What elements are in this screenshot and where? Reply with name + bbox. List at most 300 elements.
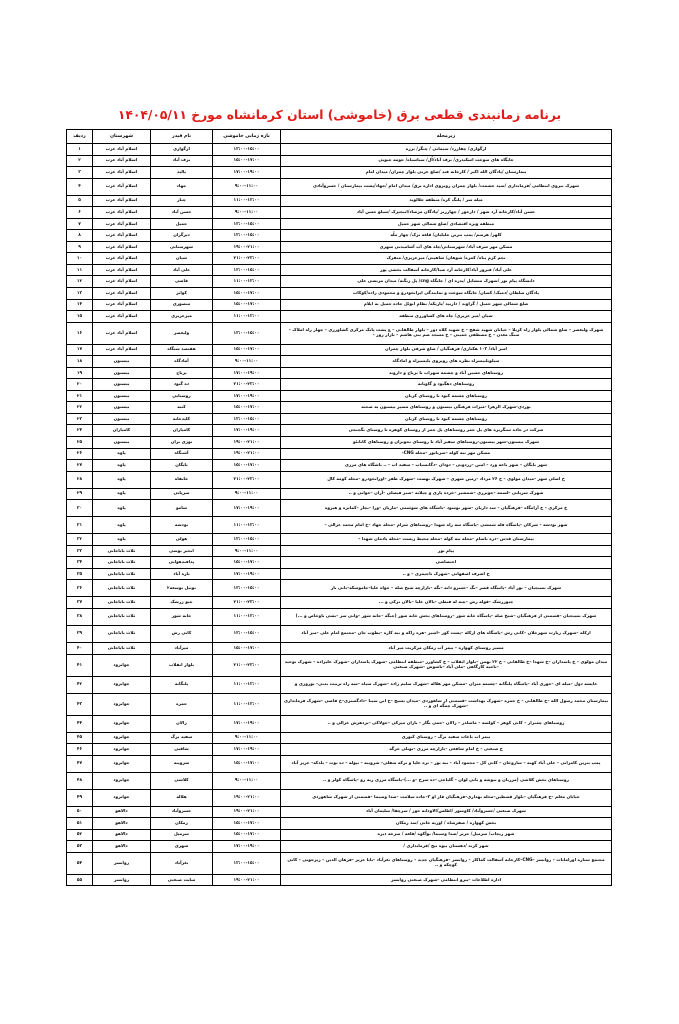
cell-subregion: میله سر / پلنگ کره/ منطقه جلالوند — [281, 195, 612, 207]
cell-row-number: ۲۵ — [67, 437, 93, 449]
cell-subregion: شهر نودشه – شرکان –پاسگاه قله شمشی –پاسگاه سه راه شهدا –روستاهای شرام –محله جهاد –خ امام محمد غزالی – — [281, 517, 612, 534]
cell-city: دالاهو — [93, 818, 151, 830]
table-row — [67, 829, 612, 841]
cell-city: اسلام آباد غرب — [93, 230, 151, 242]
cell-city: جوانرود — [93, 744, 151, 756]
cell-feeder-name: کانی رش — [151, 625, 213, 642]
cell-row-number: ۴۹ — [67, 789, 93, 806]
cell-subregion: خ اشرف اصفهانی –شهرک تاجیمری – و .. — [281, 568, 612, 580]
cell-city: بیستون — [93, 356, 151, 368]
cell-city: اسلام آباد غرب — [93, 299, 151, 311]
cell-city: اسلام آباد غرب — [93, 155, 151, 167]
cell-outage-time: ۱۵:۰۰-۱۷:۰۰ — [213, 460, 281, 472]
cell-feeder-name: خانه شور — [151, 608, 213, 625]
cell-row-number: ۵۰ — [67, 806, 93, 818]
cell-feeder-name: تازه آباد — [151, 568, 213, 580]
cell-row-number: ۸ — [67, 230, 93, 242]
cell-city: پاوه — [93, 488, 151, 500]
cell-subregion: مسکن مهر شرف آباد/ شهرستانی/چاه های آب آشامیدنی شهری — [281, 241, 612, 253]
cell-row-number: ۲۸ — [67, 471, 93, 488]
cell-city: اسلام آباد غرب — [93, 207, 151, 219]
cell-row-number: ۵۱ — [67, 818, 93, 830]
cell-feeder-name: میرعزیزی — [151, 311, 213, 323]
cell-city: اسلام آباد غرب — [93, 288, 151, 300]
cell-outage-time: ۱۱:۰۰-۱۳:۰۰ — [213, 517, 281, 534]
cell-row-number: ۲۳ — [67, 413, 93, 425]
cell-feeder-name: کامیاران — [151, 425, 213, 437]
cell-subregion: امیر آباد/ ۱۰۳ هکتاری/ فرهنگیان / ضلع شرقی بلوار چمران — [281, 344, 612, 356]
cell-outage-time: ۱۹:۰۰-۲۱:۰۰ — [213, 448, 281, 460]
cell-subregion: شهرک بیستون-شهر بیستون-روستاهای سفیر آباد تا روستای نجونران و روستاهای کانانئو — [281, 437, 612, 449]
cell-city: جوانرود — [93, 732, 151, 744]
table-row — [67, 195, 612, 207]
cell-row-number: ۳۸ — [67, 608, 93, 625]
cell-subregion: منطقه ویژه اقتصادی /ضلع شمالی شهر حمیل — [281, 218, 612, 230]
cell-subregion: روستاهای چمنزار – کانی کوهر – کولسه – ماسلدر – زالان –جمی نگار – بازان میرکی –خولاکی –بردهرش غزالی و .. — [281, 715, 612, 732]
cell-row-number: ۴۴ — [67, 715, 93, 732]
cell-feeder-name: حسن آباد — [151, 207, 213, 219]
cell-outage-time: ۱۹:۰۰-۲۱:۰۰ — [213, 874, 281, 886]
cell-outage-time: ۱۹:۰۰-۲۱:۰۰ — [213, 241, 281, 253]
cell-outage-time: ۱۳:۰۰-۱۵:۰۰ — [213, 534, 281, 546]
cell-subregion: کلهر/ هرسم/ پمپ بنزین جلیلیان/ قلعه ترک/ چهار ملّه — [281, 230, 612, 242]
cell-outage-time: ۱۱:۰۰-۱۳:۰۰ — [213, 676, 281, 693]
table-row — [67, 460, 612, 472]
table-row — [67, 568, 612, 580]
table-row — [67, 841, 612, 853]
cell-subregion: روستاهای دهگبود و گاوبانه — [281, 379, 612, 391]
cell-feeder-name: انجیر بوسی — [151, 545, 213, 557]
cell-city: بیستون — [93, 437, 151, 449]
table-row — [67, 715, 612, 732]
cell-feeder-name: بایگان — [151, 460, 213, 472]
cell-outage-time: ۱۹:۰۰-۲۱:۰۰ — [213, 806, 281, 818]
table-row — [67, 207, 612, 219]
cell-subregion: شهرک ولیعصر – ضلع شمالی بلوار راه کربلا – خیابان شهید شفج – خ شهید کلاه دوز – بلوار طالقانی – ع پشت بانک مرکزی کشاورزی – چهار راه املاک – سنگ معدن – خ مصطفی خمینی – خ مسجد ضم بنی هاشم – بازار روز – — [281, 322, 612, 344]
cell-subregion: بیمارستان قدس –دره باسام –محله نبه کوله –محله محیط زیست –محله یادمان شهدا – — [281, 534, 612, 546]
table-row — [67, 425, 612, 437]
cell-row-number: ۹ — [67, 241, 93, 253]
cell-row-number: ۲ — [67, 155, 93, 167]
cell-row-number: ۴۸ — [67, 772, 93, 789]
cell-row-number: ۴۱ — [67, 654, 93, 676]
table-row — [67, 276, 612, 288]
table-body — [67, 144, 612, 886]
cell-subregion: میدان مولوی – خ پاسداران –خ شهدا –خ طالقانی – خ ۲۲ بهمن –بلوار انقلاب – خ کشاورز –منطقه انتظامی –شهرک پاسداران –شهرک علیزاده – شهرک توحید –ناحیه کارگاهی –ملی آباد –باشوش –شهرک صنعتی — [281, 654, 612, 676]
cell-outage-time: ۱۱:۰۰-۱۳:۰۰ — [213, 276, 281, 288]
cell-feeder-name: بلوار انقلاب — [151, 654, 213, 676]
cell-subregion: ازکله –شهرک زیارت شهرخلان –کانی رش –پاسگاه های ازکله –پشت کور –اسیر –هره زاکه و نبه کاره –بطوب جان –مجتمع امام علی –میر آباد — [281, 625, 612, 642]
cell-city: اسلام آباد غرب — [93, 241, 151, 253]
cell-feeder-name: بغرآباد — [151, 852, 213, 874]
cell-outage-time: ۱۵:۰۰-۱۷:۰۰ — [213, 299, 281, 311]
cell-subregion: مسیر روستای کهواره – بیمز آب زمکان مرکزیت میر آباد — [281, 642, 612, 654]
cell-city: جوانرود — [93, 715, 151, 732]
cell-row-number: ۶ — [67, 207, 93, 219]
cell-subregion: شیان /میر عزیزی/ چاه های کشاورزی منطقه — [281, 311, 612, 323]
cell-subregion: نجم کرم پناه/ کمره/ شوهان/ شاهینی/ میرعزیزی/ متفرک — [281, 253, 612, 265]
cell-city: اسلام آباد غرب — [93, 195, 151, 207]
cell-outage-time: ۱۳:۰۰-۱۵:۰۰ — [213, 230, 281, 242]
schedule-table-container — [67, 129, 612, 886]
cell-outage-time: ۱۵:۰۰-۱۷:۰۰ — [213, 288, 281, 300]
cell-feeder-name: شاقبی — [151, 744, 213, 756]
cell-city: ثلاث باباجانی — [93, 597, 151, 609]
cell-feeder-name: خانقاه — [151, 471, 213, 488]
outage-schedule-table — [66, 129, 612, 886]
cell-row-number: ۴۶ — [67, 744, 93, 756]
table-row — [67, 580, 612, 597]
cell-feeder-name: ولیعصر — [151, 322, 213, 344]
cell-subregion: روستاهای چشمه کبود تا روستای کربان — [281, 413, 612, 425]
cell-outage-time: ۱۳:۰۰-۱۵:۰۰ — [213, 218, 281, 230]
cell-feeder-name: پدافندهوایی — [151, 557, 213, 569]
cell-row-number: ۱۱ — [67, 264, 93, 276]
cell-feeder-name: خسروآباد — [151, 806, 213, 818]
cell-city: پاوه — [93, 534, 151, 546]
cell-feeder-name: شیان — [151, 253, 213, 265]
table-row — [67, 178, 612, 195]
cell-outage-time: ۱۷:۰۰-۱۹:۰۰ — [213, 744, 281, 756]
cell-feeder-name: سرپانی — [151, 488, 213, 500]
cell-outage-time: ۱۹:۰۰-۲۱:۰۰ — [213, 437, 281, 449]
cell-row-number: ۱۰ — [67, 253, 93, 265]
cell-subregion: علی آباد/ فیروز آباد/کارخانه آرد صبا/کارخانه آسفالت بخشی پور — [281, 264, 612, 276]
cell-row-number: ۲۲ — [67, 402, 93, 414]
cell-row-number: ۴۷ — [67, 755, 93, 772]
cell-row-number: ۵۵ — [67, 874, 93, 886]
table-row — [67, 517, 612, 534]
cell-city: بیستون — [93, 379, 151, 391]
cell-feeder-name: سرمیل — [151, 829, 213, 841]
cell-feeder-name: هولی — [151, 534, 213, 546]
cell-outage-time: ۱۵:۰۰-۱۷:۰۰ — [213, 642, 281, 654]
table-row — [67, 379, 612, 391]
cell-city: دالاهو — [93, 829, 151, 841]
table-row — [67, 367, 612, 379]
cell-subregion: بیمارستان /پادگان الله اکبر / کارخانه قند /ضلع غربی بلوار چمران/ میدان امام — [281, 167, 612, 179]
cell-subregion: شهرک صنعتی /خسروآباد/ کاوسور /اطلس/الاودانه خور / سرچقا/ سلیمان آباد — [281, 806, 612, 818]
cell-outage-time: ۱۵:۰۰-۱۷:۰۰ — [213, 155, 281, 167]
column-header-radif: ردیف — [67, 130, 93, 144]
table-row — [67, 852, 612, 874]
cell-feeder-name: نوژی نران — [151, 437, 213, 449]
cell-row-number: ۳۷ — [67, 597, 93, 609]
cell-outage-time: ۲۱:۰۰-۲۳:۰۰ — [213, 654, 281, 676]
cell-outage-time: ۱۵:۰۰-۱۷:۰۰ — [213, 755, 281, 772]
table-row — [67, 167, 612, 179]
cell-subregion: شهر کرند /دهستان بیوه نیج /فرمانداری / — [281, 841, 612, 853]
cell-row-number: ۴ — [67, 178, 93, 195]
cell-subregion: خ اصلی شهر –میدان مولوی – خ ۲۶ مرداد –زمین شهری – شهرک نهضت –شهرک ظفر –اورانخودرو –محله کومه کال — [281, 471, 612, 488]
cell-subregion: دانشگاه پیام نور /شهرک متشابل /پدره ای / جایگاه cng/ پل زنگنه/ میدان مرتضی علی — [281, 276, 612, 288]
cell-subregion: مجتمع ستاره اورامانات – روانسر –CNG–کارخانه آسفالت کماکار – روانسر –فرهنگیان جدید – روستاهای بغرآباد –بابا عزیز –فرهان الدین – زیرجوبی – کانی کوچکه و .. — [281, 852, 612, 874]
table-row — [67, 608, 612, 625]
table-row — [67, 557, 612, 569]
cell-outage-time: ۱۳:۰۰-۱۵:۰۰ — [213, 852, 281, 874]
cell-row-number: ۳ — [67, 167, 93, 179]
cell-subregion: پادگان سلطان /دمبک/ کسان/ جایگاه سوخت و نمایندگی ایرانخودرو و محمودی زاده/کوکاب — [281, 288, 612, 300]
table-row — [67, 144, 612, 156]
cell-city: پاوه — [93, 471, 151, 488]
table-row — [67, 230, 612, 242]
cell-row-number: ۴۰ — [67, 642, 93, 654]
cell-subregion: بیمارستان محمد رسول الله –خ طالقانی – خ حمزه –شهرک بهداشت –قسمتی از شاهوردی –میدان بسیج –خ ابن سینا –دادگستری–خ قاضی –شهرک فرمانداری –شهرک چمگه ای و .. — [281, 693, 612, 715]
table-row — [67, 264, 612, 276]
cell-row-number: ۲۴ — [67, 425, 93, 437]
cell-subregion: شهر بایگان – شهر باغه ورد – امین –زردویی – دودان –دگانسیاب – سفید اب – .. باشگاه های مرزی — [281, 460, 612, 472]
cell-subregion: اختصاصی — [281, 557, 612, 569]
cell-outage-time: ۹:۰۰-۱۱:۰۰ — [213, 207, 281, 219]
table-row — [67, 241, 612, 253]
cell-city: ثلاث باباجانی — [93, 545, 151, 557]
cell-city: پاوه — [93, 448, 151, 460]
cell-feeder-name: جبو زرشک — [151, 597, 213, 609]
cell-feeder-name: جهاد — [151, 178, 213, 195]
cell-feeder-name: زالان — [151, 715, 213, 732]
cell-outage-time: ۱۹:۰۰-۲۱:۰۰ — [213, 789, 281, 806]
cell-city: جوانرود — [93, 789, 151, 806]
cell-subregion: شهرک سرپانی –لسمه –جوبرزی –شمشیر –خرده یاری و چیلانه –صبر فیصلی –آران –خوانی و .. — [281, 488, 612, 500]
cell-outage-time: ۲۱:۰۰-۲۳:۰۰ — [213, 253, 281, 265]
cell-feeder-name: توتیل توسعه۲ — [151, 580, 213, 597]
table-row — [67, 545, 612, 557]
cell-outage-time: ۱۱:۰۰-۱۳:۰۰ — [213, 608, 281, 625]
cell-city: ثلاث باباجانی — [93, 625, 151, 642]
table-row — [67, 789, 612, 806]
cell-subregion: روستاهای حسین آباد و چشمه سهراب تا برناج و داروند — [281, 367, 612, 379]
column-header-feeder: نام فیدر — [151, 130, 213, 144]
cell-outage-time: ۱۵:۰۰-۱۷:۰۰ — [213, 557, 281, 569]
cell-row-number: ۳۹ — [67, 625, 93, 642]
cell-feeder-name: برف آباد — [151, 155, 213, 167]
table-row — [67, 390, 612, 402]
table-row — [67, 693, 612, 715]
cell-subregion: شرکت در جاده سنگریزه های پل جمر روستاهای پل جمر از روستای کوهره تا روستای بگجنجی — [281, 425, 612, 437]
cell-subregion: خ صنعتی – خ امام شافعی –بازارچه مرزی –تونلی خرگه — [281, 744, 612, 756]
cell-row-number: ۲۰ — [67, 379, 93, 391]
cell-city: جوانرود — [93, 693, 151, 715]
table-row — [67, 676, 612, 693]
cell-outage-time: ۱۵:۰۰-۱۷:۰۰ — [213, 829, 281, 841]
cell-feeder-name: دیزگران — [151, 230, 213, 242]
title-container — [0, 0, 679, 129]
cell-feeder-name: آشنگاه — [151, 448, 213, 460]
cell-row-number: ۲۱ — [67, 390, 93, 402]
cell-subregion: نوردی-شهرک الزهرا -میراث فرهنگی بیستون و روستاهای مسیر بیستون به صحنه — [281, 402, 612, 414]
cell-row-number: ۲۷ — [67, 460, 93, 472]
cell-feeder-name: شروینه — [151, 755, 213, 772]
cell-outage-time: ۱۵:۰۰-۱۷:۰۰ — [213, 344, 281, 356]
table-row — [67, 471, 612, 488]
cell-feeder-name: روستایی — [151, 390, 213, 402]
cell-row-number: ۳۲ — [67, 534, 93, 546]
cell-outage-time: ۱۵:۰۰-۱۷:۰۰ — [213, 402, 281, 414]
column-header-subregion: زیرمحله — [281, 130, 612, 144]
cell-subregion: جبوزرشک –قوله رش –چنه له فنطی –بالان علیا –بالان ترکی و ... — [281, 597, 612, 609]
cell-subregion: خ مرکزی – خ آرامگاه –فرهنگیان – سد داریان –شهر نوسود –باشگاه های شوشمی –ماریان –ورا –نجار –کماتره و هیروه — [281, 500, 612, 517]
cell-feeder-name: حمزه — [151, 693, 213, 715]
cell-outage-time: ۹:۰۰-۱۱:۰۰ — [213, 545, 281, 557]
cell-feeder-name: برناج — [151, 367, 213, 379]
cell-feeder-name: هفتصد ستگاه — [151, 344, 213, 356]
cell-outage-time: ۱۷:۰۰-۱۹:۰۰ — [213, 715, 281, 732]
cell-subregion: پمپ بنزین کامرانی – علی آباد کهنه – ساروخان – کانی کل – محمود آباد – نبه بور – تره علیا و ترکه سفلی– شروینه – نیوله – ده توت – بلدکه– عزیز آباد — [281, 755, 612, 772]
cell-feeder-name: زمکان — [151, 818, 213, 830]
cell-row-number: ۵۲ — [67, 829, 93, 841]
cell-feeder-name: کوانر — [151, 288, 213, 300]
cell-city: دالاهو — [93, 841, 151, 853]
cell-subregion: شهرک بسیجیان – نور آباد –پاسگاه قصر –نگ –خسرو دانه –نگه –بازارچه شیخ صله – خواه علیا–جاموسکه–بانی نار — [281, 580, 612, 597]
cell-feeder-name: قاضی — [151, 276, 213, 288]
cell-outage-time: ۹:۰۰-۱۱:۰۰ — [213, 488, 281, 500]
cell-row-number: ۳۰ — [67, 500, 93, 517]
cell-subregion: بیمز اب باغات سفید برگ – روستای کبوری — [281, 732, 612, 744]
cell-row-number: ۱۶ — [67, 322, 93, 344]
cell-subregion: شهر ریجاب/ سرمیل/ حریر /صدا وسیما/ بوآکوه /قلعه / سرخه دیزه — [281, 829, 612, 841]
cell-city: ثلاث باباجانی — [93, 557, 151, 569]
table-row — [67, 253, 612, 265]
cell-city: کامیاران — [93, 425, 151, 437]
cell-feeder-name: نودشه — [151, 517, 213, 534]
cell-row-number: ۲۶ — [67, 448, 93, 460]
cell-outage-time: ۱۵:۰۰-۱۷:۰۰ — [213, 818, 281, 830]
cell-outage-time: ۱۳:۰۰-۱۵:۰۰ — [213, 322, 281, 344]
cell-outage-time: ۱۱:۰۰-۱۳:۰۰ — [213, 311, 281, 323]
cell-outage-time: ۱۷:۰۰-۱۹:۰۰ — [213, 390, 281, 402]
cell-city: ثلاث باباجانی — [93, 608, 151, 625]
cell-city: اسلام آباد غرب — [93, 322, 151, 344]
cell-city: اسلام آباد غرب — [93, 144, 151, 156]
cell-city: پاوه — [93, 517, 151, 534]
cell-outage-time: ۱۷:۰۰-۱۹:۰۰ — [213, 425, 281, 437]
cell-subregion: حسن آباد/کارخانه آرد شهر / دارخور / چهارزبر /پادگان مرصاد/انبجیرک /سیلو حسن آباد — [281, 207, 612, 219]
cell-subregion: روستاهای بخش کلاشی (مرزبان و نیوشه و بانی لوان – گلباخی –ده سرخ –و ...)–پاسگاه مرزی ربه رو –پاسگاه کولر و .. — [281, 772, 612, 789]
cell-feeder-name: شهری — [151, 841, 213, 853]
cell-subregion: ضلع شمالی شهر حمیل / گراوند / داربید /باریکه/ نظام انوئل جاده حمیل به ایلام — [281, 299, 612, 311]
cell-city: اسلام آباد غرب — [93, 167, 151, 179]
cell-city: ثلاث باباجانی — [93, 580, 151, 597]
cell-feeder-name: شهرستانی — [151, 241, 213, 253]
cell-city: پاوه — [93, 500, 151, 517]
cell-feeder-name: کلاشی — [151, 772, 213, 789]
cell-city: پاوه — [93, 460, 151, 472]
column-header-time: بازه زمانی خاموشی — [213, 130, 281, 144]
table-row — [67, 402, 612, 414]
cell-subregion: خیابان معلم –خ فرهنگیان –بلوار قسطین–محله بهداری–فرهنگیان فاز او ۳–جاده سلامت –صدا وسیما –قسمتی از شهرک شاهوردی — [281, 789, 612, 806]
table-header-row — [67, 130, 612, 144]
cell-outage-time: ۲۱:۰۰-۲۳:۰۰ — [213, 597, 281, 609]
table-row — [67, 448, 612, 460]
table-row — [67, 772, 612, 789]
cell-city: جوانرود — [93, 676, 151, 693]
table-row — [67, 155, 612, 167]
table-row — [67, 322, 612, 344]
table-row — [67, 874, 612, 886]
table-row — [67, 654, 612, 676]
cell-row-number: ۱ — [67, 144, 93, 156]
cell-feeder-name: منصوری — [151, 299, 213, 311]
table-row — [67, 625, 612, 642]
cell-city: بیستون — [93, 413, 151, 425]
cell-row-number: ۳۱ — [67, 517, 93, 534]
cell-feeder-name: کتبه — [151, 402, 213, 414]
cell-city: اسلام آباد غرب — [93, 178, 151, 195]
table-row — [67, 344, 612, 356]
cell-feeder-name: شامو — [151, 500, 213, 517]
table-row — [67, 413, 612, 425]
cell-feeder-name: هلاله — [151, 789, 213, 806]
cell-row-number: ۳۳ — [67, 545, 93, 557]
cell-outage-time: ۱۳:۰۰-۱۵:۰۰ — [213, 625, 281, 642]
cell-city: روانسر — [93, 874, 151, 886]
cell-row-number: ۱۵ — [67, 311, 93, 323]
table-header — [67, 130, 612, 144]
column-header-city: شهرستان — [93, 130, 151, 144]
cell-feeder-name: میرآباد — [151, 642, 213, 654]
table-row — [67, 755, 612, 772]
cell-outage-time: ۲۱:۰۰-۲۳:۰۰ — [213, 471, 281, 488]
table-row — [67, 597, 612, 609]
cell-row-number: ۱۲ — [67, 276, 93, 288]
cell-subregion: عایشه دول –میله ای –حوری آباد –پاسگاه پلنگانه –چشمه میران –مسکن مهر هلاله –شهرک سلیم زاده –شهرک سیاه –سه راه تربیت بدنی– نوروزی و — [281, 676, 612, 693]
table-row — [67, 356, 612, 368]
cell-outage-time: ۱۷:۰۰-۱۹:۰۰ — [213, 500, 281, 517]
cell-city: روانسر — [93, 852, 151, 874]
table-row — [67, 806, 612, 818]
cell-row-number: ۴۳ — [67, 693, 93, 715]
cell-city: بیستون — [93, 402, 151, 414]
cell-feeder-name: ده گبود — [151, 379, 213, 391]
cell-row-number: ۵۴ — [67, 852, 93, 874]
cell-city: ثلاث باباجانی — [93, 642, 151, 654]
table-row — [67, 437, 612, 449]
cell-city: اسلام آباد غرب — [93, 253, 151, 265]
cell-outage-time: ۱۳:۰۰-۱۵:۰۰ — [213, 580, 281, 597]
table-row — [67, 500, 612, 517]
cell-row-number: ۱۴ — [67, 299, 93, 311]
cell-row-number: ۳۶ — [67, 580, 93, 597]
cell-feeder-name: پالیذ — [151, 167, 213, 179]
cell-city: اسلام آباد غرب — [93, 264, 151, 276]
cell-feeder-name: سفید برگ — [151, 732, 213, 744]
cell-subregion: بخش کهواره / صفرشاه / اوریه خانی /سد زمکان — [281, 818, 612, 830]
cell-outage-time: ۹:۰۰-۱۱:۰۰ — [213, 732, 281, 744]
cell-feeder-name: سایت صنعتی — [151, 874, 213, 886]
cell-row-number: ۲۹ — [67, 488, 93, 500]
cell-subregion: جایگاه های سوخت اسکندری/ برف آباد/اُل/ سیاسیاه/ حومه جنوبی — [281, 155, 612, 167]
table-row — [67, 218, 612, 230]
cell-outage-time: ۱۷:۰۰-۱۹:۰۰ — [213, 367, 281, 379]
cell-subregion: شهرک بسیجیان –قسمتی از فرهنگیان –شیخ صله –پاسگاه خانه شور –روستاهای بخش خانه شور (جنگه –خانه شور –وانی سر –بشی ناوخاص و ...) — [281, 608, 612, 625]
cell-outage-time: ۱۷:۰۰-۱۹:۰۰ — [213, 568, 281, 580]
cell-subregion: سیلوبلبیسراه نظره های روبروی بلیسیراه و امادگاه — [281, 356, 612, 368]
cell-subregion: ارگوازی/ چقازرد/ سیمانی / چنگر/ برزه — [281, 144, 612, 156]
cell-feeder-name: علی آباد — [151, 264, 213, 276]
cell-city: اسلام آباد غرب — [93, 311, 151, 323]
cell-row-number: ۳۵ — [67, 568, 93, 580]
cell-row-number: ۱۷ — [67, 344, 93, 356]
cell-city: دالاهو — [93, 806, 151, 818]
cell-city: جوانرود — [93, 755, 151, 772]
table-row — [67, 311, 612, 323]
cell-row-number: ۳۴ — [67, 557, 93, 569]
cell-outage-time: ۱۳:۰۰-۱۵:۰۰ — [213, 413, 281, 425]
cell-outage-time: ۹:۰۰-۱۱:۰۰ — [213, 356, 281, 368]
cell-outage-time: ۹:۰۰-۱۱:۰۰ — [213, 178, 281, 195]
table-row — [67, 534, 612, 546]
cell-row-number: ۵ — [67, 195, 93, 207]
